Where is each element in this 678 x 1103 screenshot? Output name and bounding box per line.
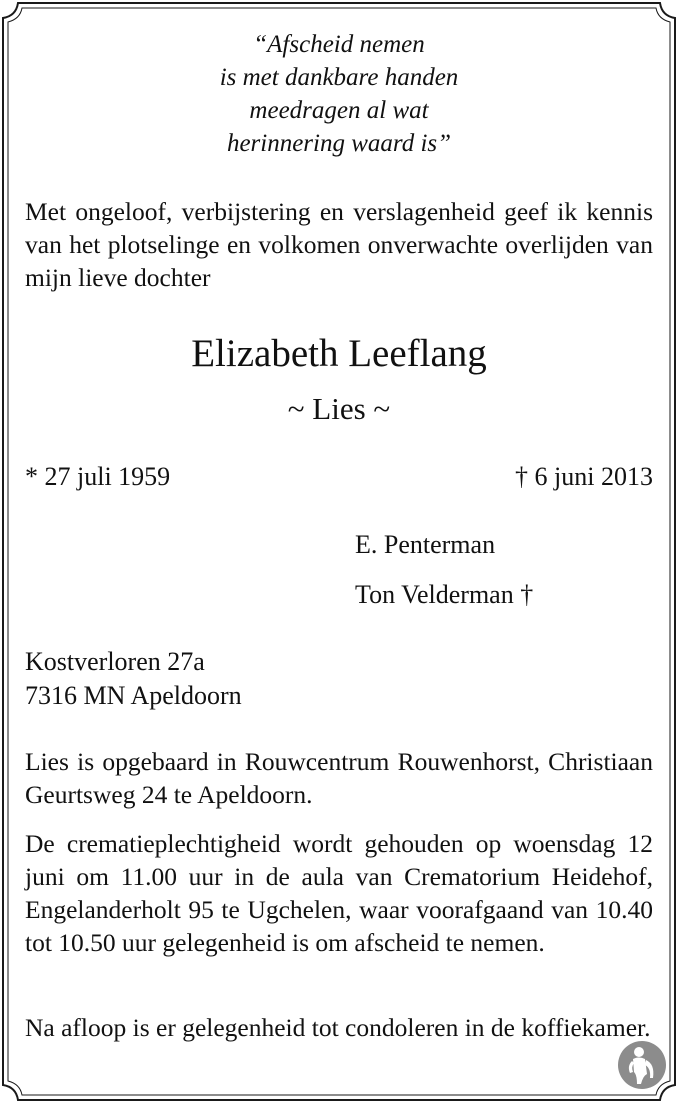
quote-line: meedragen al wat: [249, 97, 429, 124]
quote-line: herinnering waard is”: [226, 130, 452, 157]
quote-line: is met dankbare handen: [219, 64, 459, 91]
cremation-paragraph: De crematieplechtigheid wordt gehouden op woensdag 12 juni om 11.00 uur in de aula van Crematorium Heidehof, Engelanderholt 95 te Ugchelen, waar voorafgaand van 10.40 tot 10.50 uur gelegenheid is om afscheid te nemen.: [25, 829, 653, 957]
death-date: † 6 juni 2013: [515, 462, 653, 491]
correspondence-address: [25, 645, 242, 713]
deceased-name: Elizabeth Leeflang: [191, 332, 487, 375]
condolence-paragraph: Na afloop is er gelegenheid tot condoleren in de koffiekamer.: [25, 1013, 651, 1042]
deceased-nickname: ~ Lies ~: [287, 391, 391, 426]
intro-paragraph: Met ongeloof, verbijstering en verslagenheid geef ik kennis van het plotselinge en volkomen onverwachte overlijden van mijn lieve dochter: [25, 197, 653, 292]
birth-date: * 27 juli 1959: [25, 462, 171, 491]
laid-out-paragraph: Lies is opgebaard in Rouwcentrum Rouwenhorst, Christiaan Geurtsweg 24 te Apeldoorn.: [25, 747, 653, 809]
publisher-logo-icon: [617, 1040, 667, 1090]
relative-name: E. Penterman: [355, 530, 496, 559]
relative-name: Ton Velderman †: [355, 580, 534, 609]
address-street: Kostverloren 27a: [25, 647, 205, 676]
quote-line: “Afscheid nemen: [253, 31, 425, 58]
opening-quote: [25, 28, 653, 160]
address-city: 7316 MN Apeldoorn: [25, 681, 242, 710]
